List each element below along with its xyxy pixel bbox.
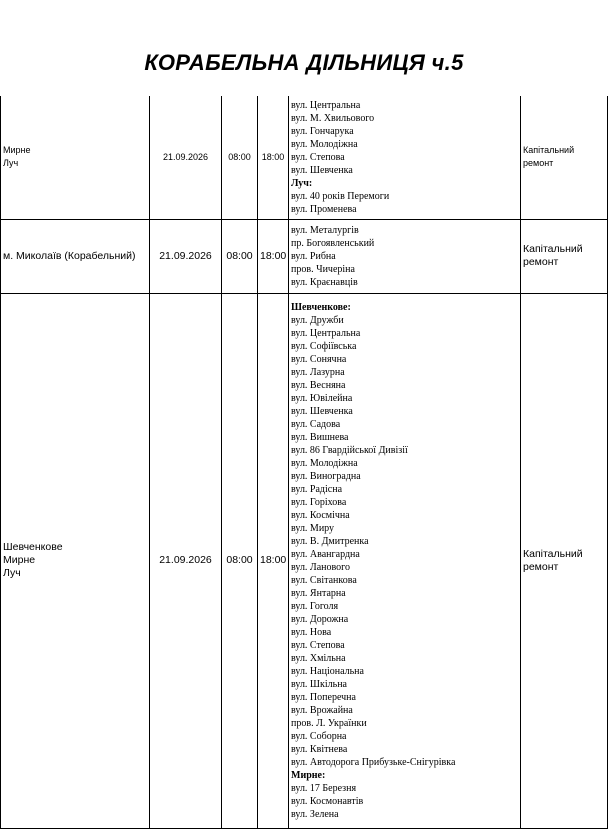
work-type-text: Капітальний <box>523 547 583 560</box>
street-item: пров. Чичеріна <box>291 263 355 275</box>
street-item: вул. Гончарука <box>291 125 354 137</box>
street-item: вул. Космонавтів <box>291 795 364 807</box>
street-item: вул. Космічна <box>291 509 350 521</box>
work-type-cell <box>521 96 608 219</box>
settlement-cell <box>1 293 150 828</box>
street-item: вул. Ланового <box>291 561 351 573</box>
street-item: вул. Національна <box>291 665 364 677</box>
street-item: вул. Світанкова <box>291 574 357 586</box>
street-item: вул. Врожайна <box>291 704 353 716</box>
start-time-cell: 08:00 <box>222 293 258 828</box>
settlement-name: м. Миколаїв (Корабельний) <box>3 249 136 262</box>
street-item: вул. Металургів <box>291 224 359 236</box>
street-item: вул. Лазурна <box>291 366 345 378</box>
end-time-cell: 18:00 <box>258 96 289 219</box>
settlement-heading: Шевченкове: <box>291 301 351 313</box>
street-item: вул. Поперечна <box>291 691 356 703</box>
table-row <box>1 96 608 219</box>
street-item: вул. Шкільна <box>291 678 347 690</box>
start-time-cell: 08:00 <box>222 96 258 219</box>
street-item: вул. 86 Гвардійської Дивізії <box>291 444 408 456</box>
street-item: вул. Рибна <box>291 250 336 262</box>
work-type-text: Капітальний <box>523 145 575 156</box>
street-item: вул. Гоголя <box>291 600 339 612</box>
work-type-cell <box>521 219 608 293</box>
work-type-text: ремонт <box>523 256 559 268</box>
street-item: вул. Дружби <box>291 314 344 326</box>
street-item: вул. Хмільна <box>291 652 346 664</box>
street-item: вул. Степова <box>291 639 345 651</box>
street-item: вул. Виноградна <box>291 470 361 482</box>
work-type-cell <box>521 293 608 828</box>
street-item: вул. 17 Березня <box>291 782 357 794</box>
street-item: вул. Шевченка <box>291 164 353 176</box>
settlement-name: Шевченкове <box>3 541 63 553</box>
end-time-cell: 18:00 <box>258 219 289 293</box>
page-title: КОРАБЕЛЬНА ДІЛЬНИЦЯ ч.5 <box>144 50 464 75</box>
start-time-cell: 08:00 <box>222 219 258 293</box>
street-item: вул. Садова <box>291 418 341 430</box>
street-item: вул. Миру <box>291 522 335 534</box>
settlement-cell <box>1 219 150 293</box>
end-time-cell: 18:00 <box>258 293 289 828</box>
street-item: вул. Авангардна <box>291 548 360 560</box>
street-item: вул. Краєнавців <box>291 276 358 288</box>
work-type-text: ремонт <box>523 560 559 573</box>
streets-cell <box>289 293 521 828</box>
street-item: вул. Молодіжна <box>291 138 358 150</box>
street-item: пров. Л. Українки <box>291 717 367 729</box>
street-item: вул. Ювілейна <box>291 392 353 404</box>
street-item: вул. Дорожна <box>291 613 349 625</box>
street-item: вул. Весняна <box>291 379 346 391</box>
street-item: вул. Квітнева <box>291 743 348 755</box>
date-cell: 21.09.2026 <box>150 219 222 293</box>
street-item: вул. Центральна <box>291 327 361 339</box>
street-item: вул. В. Дмитренка <box>291 535 369 547</box>
settlement-name: Мирне <box>3 145 31 156</box>
settlement-heading: Луч: <box>291 177 313 189</box>
settlement-cell <box>1 96 150 219</box>
street-item: вул. Зелена <box>291 808 339 820</box>
settlement-name: Луч <box>3 158 19 169</box>
outage-schedule-table <box>0 96 608 829</box>
date-cell: 21.09.2026 <box>150 293 222 828</box>
date-cell: 21.09.2026 <box>150 96 222 219</box>
street-item: вул. М. Хвильового <box>291 112 375 124</box>
table-row <box>1 219 608 293</box>
street-item: вул. Софіївська <box>291 340 357 352</box>
street-item: вул. Центральна <box>291 99 361 111</box>
street-item: вул. Соборна <box>291 730 347 742</box>
settlement-name: Мирне <box>3 554 36 566</box>
street-item: вул. Вишнева <box>291 431 349 443</box>
streets-cell <box>289 96 521 219</box>
street-item: вул. Степова <box>291 151 345 163</box>
streets-cell <box>289 219 521 293</box>
street-item: вул. Молодіжна <box>291 457 358 469</box>
street-item: вул. Радісна <box>291 483 343 495</box>
street-item: вул. Горіхова <box>291 496 347 508</box>
street-item: вул. Нова <box>291 626 332 638</box>
table-row <box>1 293 608 828</box>
street-item: вул. Сонячна <box>291 353 347 365</box>
street-item: вул. Янтарна <box>291 587 346 599</box>
street-item: вул. 40 років Перемоги <box>291 190 390 202</box>
street-item: вул. Автодорога Прибузьке-Снігурівка <box>291 756 456 768</box>
work-type-text: ремонт <box>523 158 554 169</box>
settlement-heading: Мирне: <box>291 769 326 781</box>
settlement-name: Луч <box>3 567 21 579</box>
street-item: вул. Шевченка <box>291 405 353 417</box>
street-item: пр. Богоявленський <box>291 237 375 249</box>
work-type-text: Капітальний <box>523 243 583 255</box>
street-item: вул. Променева <box>291 203 357 215</box>
